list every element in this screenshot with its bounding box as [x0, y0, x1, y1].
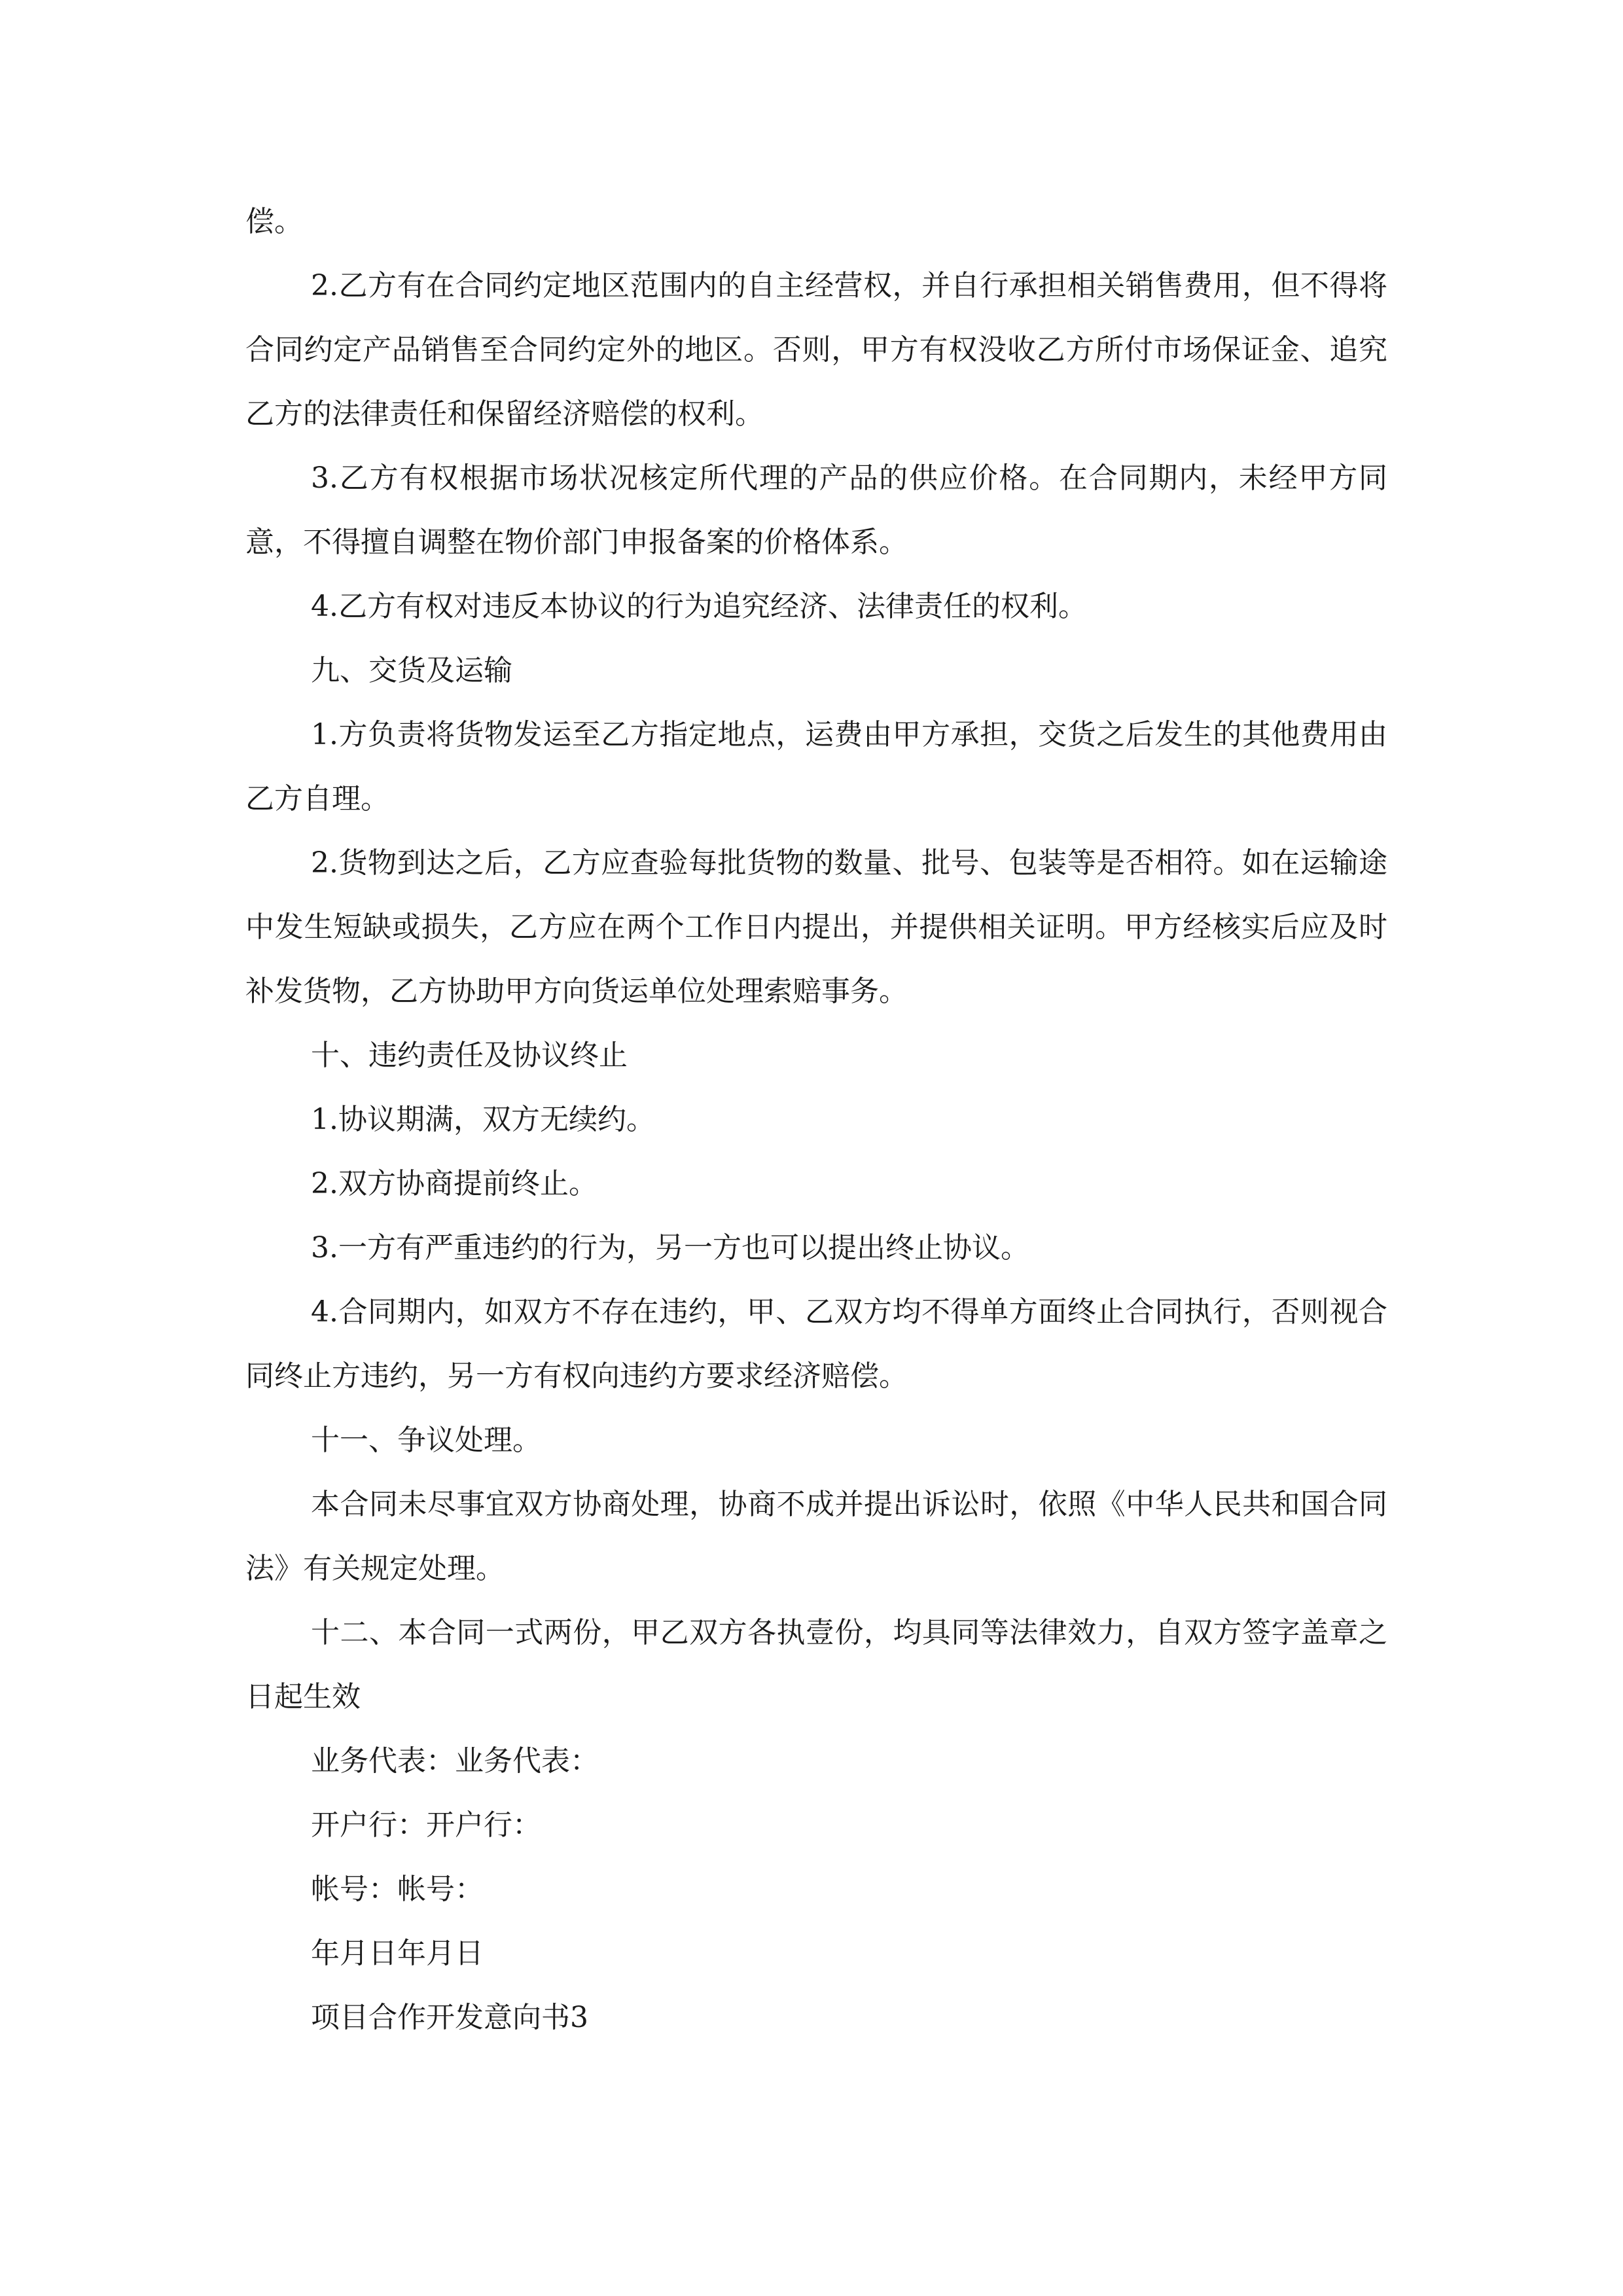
paragraph-clause-9-2: 2.货物到达之后，乙方应查验每批货物的数量、批号、包装等是否相符。如在运输途中发生短缺或损失，乙方应在两个工作日内提出，并提供相关证明。甲方经核实后应及时补发货物，乙方协助甲方向货运单位处理索赔事务。: [245, 846, 1387, 1008]
paragraph-clause-8-2: 2.乙方有在合同约定地区范围内的自主经营权，并自行承担相关销售费用，但不得将合同约定产品销售至合同约定外的地区。否则，甲方有权没收乙方所付市场保证金、追究乙方的法律责任和保留经济赔偿的权利。: [245, 269, 1387, 431]
paragraph-clause-8-3: 3.乙方有权根据市场状况核定所代理的产品的供应价格。在合同期内，未经甲方同意，不得擅自调整在物价部门申报备案的价格体系。: [245, 461, 1387, 559]
signature-business-rep: 业务代表：业务代表：: [311, 1744, 599, 1778]
section-heading-11: 十一、争议处理。: [311, 1424, 541, 1457]
paragraph-clause-11: 本合同未尽事宜双方协商处理，协商不成并提出诉讼时，依照《中华人民共和国合同法》有关规定处理。: [245, 1488, 1387, 1585]
paragraph-clause-10-4: 4.合同期内，如双方不存在违约，甲、乙双方均不得单方面终止合同执行，否则视合同终止方违约，另一方有权向违约方要求经济赔偿。: [245, 1295, 1387, 1393]
signature-account: 帐号：帐号：: [311, 1873, 484, 1906]
paragraph-clause-9-1: 1.方负责将货物发运至乙方指定地点，运费由甲方承担，交货之后发生的其他费用由乙方自理。: [245, 718, 1387, 816]
section-heading-12: 十二、本合同一式两份，甲乙双方各执壹份，均具同等法律效力，自双方签字盖章之日起生效: [245, 1616, 1387, 1713]
section-heading-10: 十、违约责任及协议终止: [311, 1039, 628, 1072]
document-body: [245, 190, 1387, 2050]
paragraph-clause-10-3: 3.一方有严重违约的行为，另一方也可以提出终止协议。: [311, 1231, 1029, 1265]
paragraph-clause-8-4: 4.乙方有权对违反本协议的行为追究经济、法律责任的权利。: [311, 590, 1087, 623]
paragraph-clause-10-1: 1.协议期满，双方无续约。: [311, 1103, 655, 1136]
signature-bank: 开户行：开户行：: [311, 1808, 541, 1842]
section-heading-9: 九、交货及运输: [311, 654, 512, 687]
paragraph-clause-10-2: 2.双方协商提前终止。: [311, 1167, 597, 1200]
signature-date: 年月日年月日: [311, 1937, 484, 1970]
next-document-title: 项目合作开发意向书3: [311, 2001, 588, 2034]
paragraph-continuation: 偿。: [245, 205, 303, 238]
